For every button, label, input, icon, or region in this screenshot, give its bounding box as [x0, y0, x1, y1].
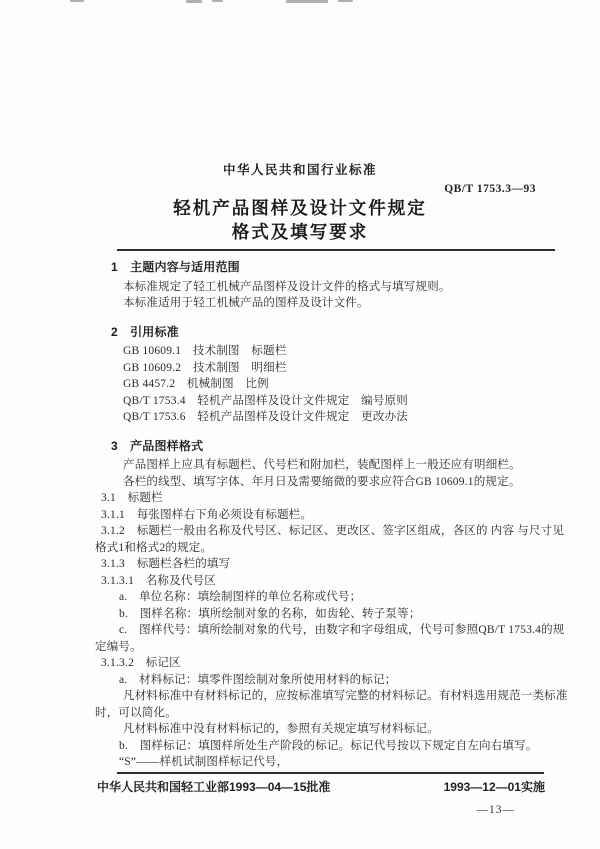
standard-number: QB/T 1753.3—93 — [444, 183, 536, 195]
doc-line: 3.1 标题栏 — [101, 492, 163, 504]
doc-line: QB/T 1753.6 轻机产品图样及设计文件规定 更改办法 — [123, 411, 408, 423]
implementation-date: 1993—12—01实施 — [443, 780, 545, 794]
doc-line: 时，可以简化。 — [95, 706, 177, 719]
doc-line: 1 主题内容与适用范围 — [111, 260, 240, 274]
footer — [97, 778, 545, 795]
doc-line: b. 图样标记：填图样所处生产阶段的标记。标记代号按以下规定自左向右填写。 — [119, 739, 538, 752]
approval-note: 中华人民共和国轻工业部1993—04—15批准 — [97, 780, 331, 794]
scan-artifact — [186, 0, 202, 3]
scan-artifact — [338, 0, 353, 2]
document-title-line2: 格式及填写要求 — [231, 222, 369, 242]
doc-line: 3.1.3 标题栏各栏的填写 — [101, 558, 231, 570]
doc-line: 凡材料标准中有材料标记的，应按标准填写完整的材料标记。有材料选用规范一类标准 — [123, 690, 568, 702]
doc-line: 3.1.3.2 标记区 — [101, 657, 181, 669]
doc-line: 凡材料标准中没有材料标记的，参照有关规定填写材料标记。 — [123, 723, 439, 735]
doc-line: GB 10609.2 技术制图 明细栏 — [123, 361, 287, 374]
document-body — [95, 259, 568, 771]
doc-line: a. 材料标记：填零件图绘制对象所使用材料的标记； — [119, 673, 397, 686]
doc-line: c. 图样代号：填所绘制对象的代号，由数字和字母组成，代号可参照QB/T 1753.4的规 — [119, 624, 565, 636]
header-rule — [117, 249, 555, 251]
doc-line: GB 4457.2 机械制图 比例 — [123, 378, 269, 390]
doc-line: 3.1.3.1 名称及代号区 — [101, 574, 216, 587]
document-title-line1: 轻机产品图样及设计文件规定 — [173, 198, 427, 218]
scan-artifact — [286, 0, 328, 3]
standard-class-heading: 中华人民共和国行业标准 — [222, 163, 377, 177]
doc-line: b. 图样名称：填所绘制对象的名称，如齿轮、转子泵等； — [119, 607, 421, 620]
doc-line: QB/T 1753.4 轻机产品图样及设计文件规定 编号原则 — [123, 394, 408, 407]
scan-artifact — [70, 0, 84, 2]
doc-line: 格式1和格式2的规定。 — [95, 541, 213, 554]
footer-rule — [117, 772, 544, 774]
page-number: —13— — [476, 804, 515, 816]
doc-line: 本标准规定了轻工机械产品图样及设计文件的格式与填写规则。 — [123, 280, 451, 293]
doc-line: 2 引用标准 — [111, 324, 179, 339]
doc-line: 本标准适用于轻工机械产品的图样及设计文件。 — [123, 297, 369, 309]
doc-line: 3.1.2 标题栏一般由名称及代号区、标记区、更改区、签字区组成，各区的 内容 与尺寸见 — [101, 525, 565, 537]
doc-line: 产品图样上应具有标题栏、代号栏和附加栏，装配图样上一般还应有明细栏。 — [123, 459, 521, 471]
document-title — [0, 198, 600, 243]
doc-line: 定编号。 — [95, 640, 142, 653]
doc-line: 3.1.1 每张图样右下角必须设有标题栏。 — [101, 508, 313, 521]
doc-line: “S”——样机试制图样标记代号， — [119, 756, 289, 768]
doc-line: a. 单位名称：填绘制图样的单位名称或代号； — [119, 591, 362, 603]
scan-artifact — [212, 0, 223, 2]
doc-line: 各栏的线型、填写字体、年月日及需要缩微的要求应符合GB 10609.1的规定。 — [123, 475, 521, 488]
doc-line: GB 10609.1 技术制图 标题栏 — [123, 345, 287, 357]
doc-line: 3 产品图样格式 — [111, 438, 204, 453]
